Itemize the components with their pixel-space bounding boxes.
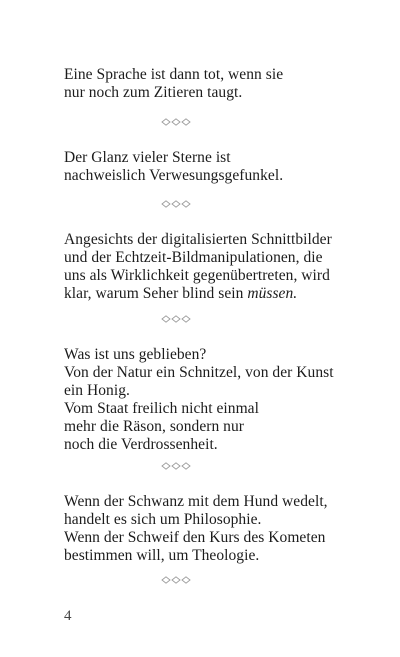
text-line: und der Echtzeit-Bildmanipulationen, die — [64, 249, 323, 266]
aphorism-5 — [64, 493, 364, 565]
text-line: Der Glanz vieler Sterne ist — [64, 149, 231, 166]
aphorism-1 — [64, 66, 364, 102]
aphorism-2 — [64, 149, 364, 185]
text-line: Angesichts der digitalisierten Schnittbilder — [64, 231, 332, 248]
diamond-ornament-icon — [161, 576, 191, 584]
text-line: noch die Verdrossenheit. — [64, 436, 218, 453]
emphasized-word: müssen. — [247, 285, 298, 302]
text-line: Von der Natur ein Schnitzel, von der Kunst — [64, 364, 334, 381]
text-line: handelt es sich um Philosophie. — [64, 511, 262, 528]
text-line: bestimmen will, um Theologie. — [64, 547, 260, 564]
diamond-ornament-icon — [161, 118, 191, 126]
text-line: Eine Sprache ist dann tot, wenn sie — [64, 66, 284, 83]
text-line: Wenn der Schweif den Kurs des Kometen — [64, 529, 326, 546]
text-line: Wenn der Schwanz mit dem Hund wedelt, — [64, 493, 328, 510]
diamond-ornament-icon — [161, 200, 191, 208]
text-line: Was ist uns geblieben? — [64, 346, 207, 363]
text-segment: klar, warum Seher blind sein — [64, 285, 248, 302]
aphorism-4 — [64, 346, 364, 454]
text-line: uns als Wirklichkeit gegenübertreten, wird — [64, 267, 330, 284]
page-number: 4 — [64, 608, 72, 624]
aphorism-3 — [64, 231, 364, 303]
text-line: mehr die Räson, sondern nur — [64, 418, 244, 435]
text-line — [64, 285, 364, 303]
diamond-ornament-icon — [161, 462, 191, 470]
diamond-ornament-icon — [161, 315, 191, 323]
text-line: ein Honig. — [64, 382, 130, 399]
text-line: nur noch zum Zitieren taugt. — [64, 84, 243, 101]
text-line: Vom Staat freilich nicht einmal — [64, 400, 259, 417]
text-line: nachweislich Verwesungsgefunkel. — [64, 167, 284, 184]
